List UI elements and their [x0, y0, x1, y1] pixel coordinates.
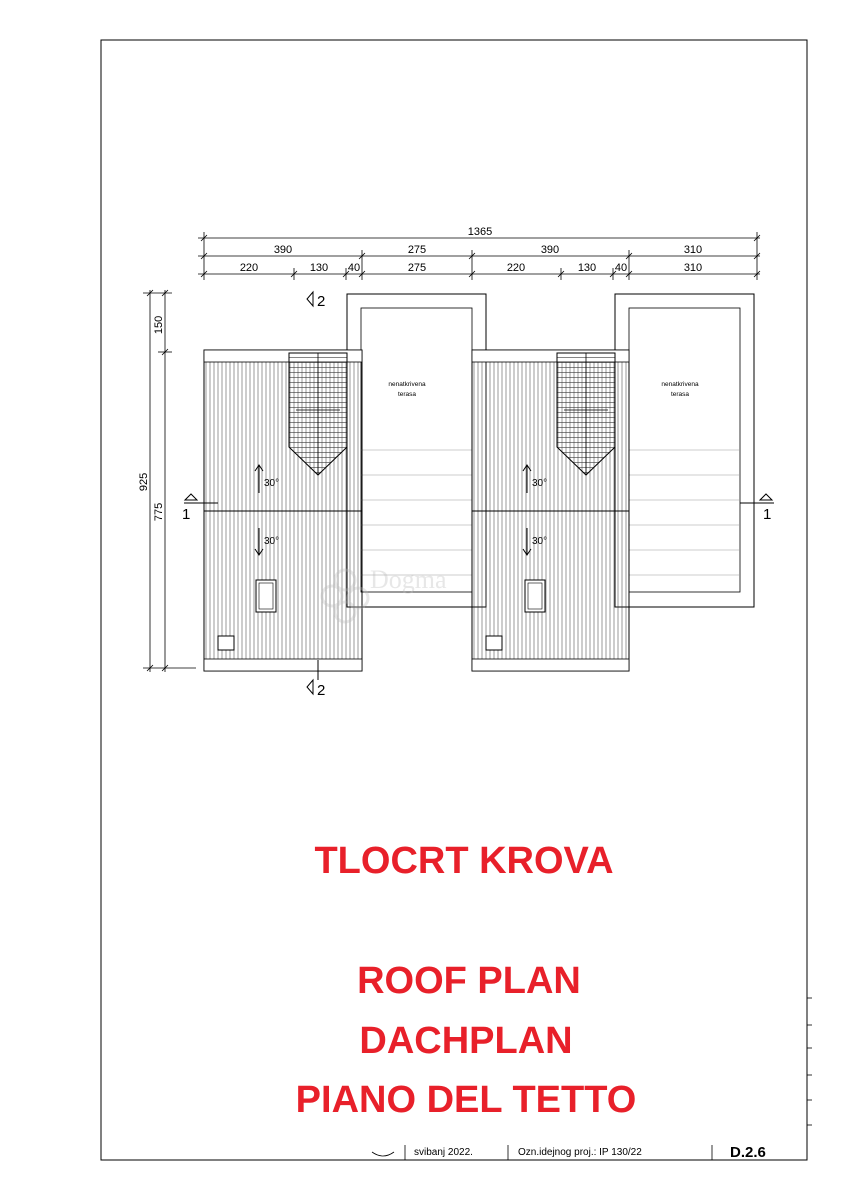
watermark-text: Dogma	[370, 565, 447, 594]
section-1-left-label: 1	[182, 506, 191, 523]
right-slope-down-label: 30°	[532, 536, 548, 547]
left-unit	[204, 294, 486, 671]
dim-row3-e: 220	[506, 262, 526, 274]
section-2-top-label: 2	[317, 293, 326, 310]
title-german: DACHPLAN	[359, 1020, 573, 1062]
dim-vertical-150: 150	[153, 315, 165, 335]
dim-row2-a: 390	[273, 244, 293, 256]
right-chimney	[486, 636, 502, 650]
left-chimney	[218, 636, 234, 650]
left-terrace-label-2: terasa	[397, 391, 417, 398]
dim-row3-d: 275	[407, 262, 427, 274]
title-block-project-ref: Ozn.idejnog proj.: IP 130/22	[518, 1147, 642, 1158]
dim-row2-d: 310	[683, 244, 703, 256]
left-slope-up-label: 30°	[264, 478, 280, 489]
dim-vertical-925: 925	[138, 472, 150, 492]
right-slope-up-label: 30°	[532, 478, 548, 489]
right-terrace-label-1: nenatkrivena	[661, 381, 699, 388]
section-2-bottom-label: 2	[317, 682, 326, 699]
section-1-right-label: 1	[763, 506, 772, 523]
dim-row2-c: 390	[540, 244, 560, 256]
dim-row3-g: 40	[614, 262, 628, 274]
vertical-dimension-lines	[143, 290, 196, 672]
title-english: ROOF PLAN	[357, 960, 581, 1002]
dimension-lines	[198, 232, 760, 280]
dim-row3-a: 220	[239, 262, 259, 274]
title-main: TLOCRT KROVA	[314, 840, 614, 882]
right-unit	[472, 294, 754, 671]
left-terrace-label-1: nenatkrivena	[388, 381, 426, 388]
title-block-sheet-number: D.2.6	[730, 1144, 766, 1161]
dim-row2-b: 275	[407, 244, 427, 256]
left-slope-down-label: 30°	[264, 536, 280, 547]
dim-row3-h: 310	[683, 262, 703, 274]
right-terrace-label-2: terasa	[670, 391, 690, 398]
title-block-date: svibanj 2022.	[414, 1147, 473, 1158]
title-italian: PIANO DEL TETTO	[295, 1079, 637, 1121]
dim-row3-f: 130	[577, 262, 597, 274]
dim-row3-c: 40	[347, 262, 361, 274]
dim-total: 1365	[467, 226, 493, 238]
dim-row3-b: 130	[309, 262, 329, 274]
dim-vertical-775: 775	[153, 502, 165, 522]
